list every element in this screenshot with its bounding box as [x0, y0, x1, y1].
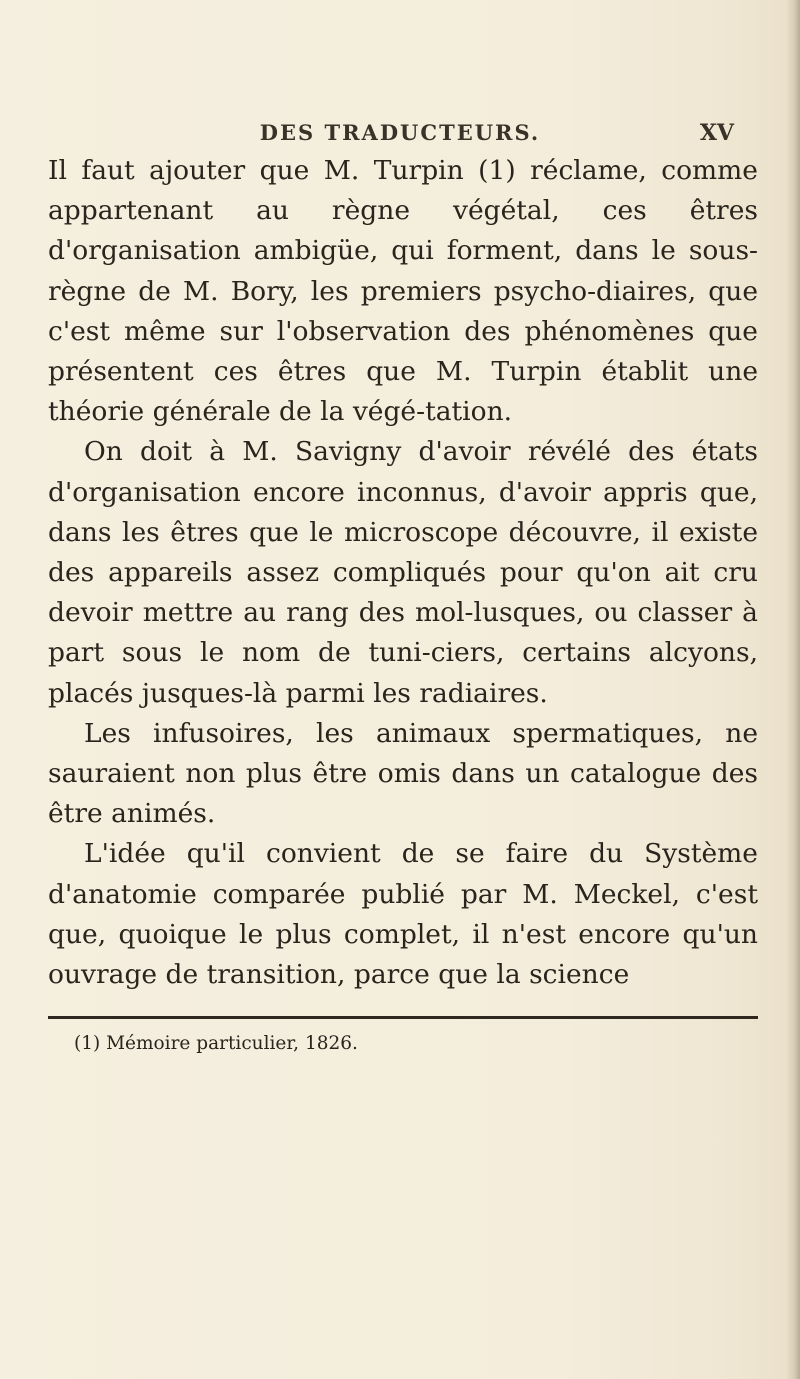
paragraph-meckel: L'idée qu'il convient de se faire du Système d'anatomie comparée publié par M. Meckel, c'est que, quoique le plus complet, il n'est encore qu'un ouvrage de transition, parce que la science	[48, 838, 758, 991]
paragraph-turpin: Il faut ajouter que M. Turpin (1) réclame, comme appartenant au règne végétal, ces êtres d'organisation ambigüe, qui forment, dans le sous-règne de M. Bory, les premiers psycho-diaires, que c'est même sur l'observation des phénomènes que présentent ces êtres que M. Turpin établit une théorie générale de la végé-tation.	[48, 155, 758, 428]
body-text	[48, 151, 758, 995]
footnote-rule	[48, 1016, 758, 1019]
footnote: (1) Mémoire particulier, 1826.	[74, 1033, 358, 1054]
paragraph-infusoires: Les infusoires, les animaux spermatiques, ne sauraient non plus être omis dans un catalogue des être animés.	[48, 717, 758, 830]
paragraph-savigny: On doit à M. Savigny d'avoir révélé des états d'organisation encore inconnus, d'avoir appris que, dans les êtres que le microscope découvre, il existe des appareils assez compliqués pour qu'on ait cru devoir mettre au rang des mol-lusques, ou classer à part sous le nom de tuni-ciers, certains alcyons, placés jusques-là parmi les radiaires.	[48, 436, 758, 709]
running-title: DES TRADUCTEURS.	[259, 120, 541, 145]
page-edge-shadow	[786, 0, 800, 1379]
page-number: XV	[699, 120, 734, 146]
